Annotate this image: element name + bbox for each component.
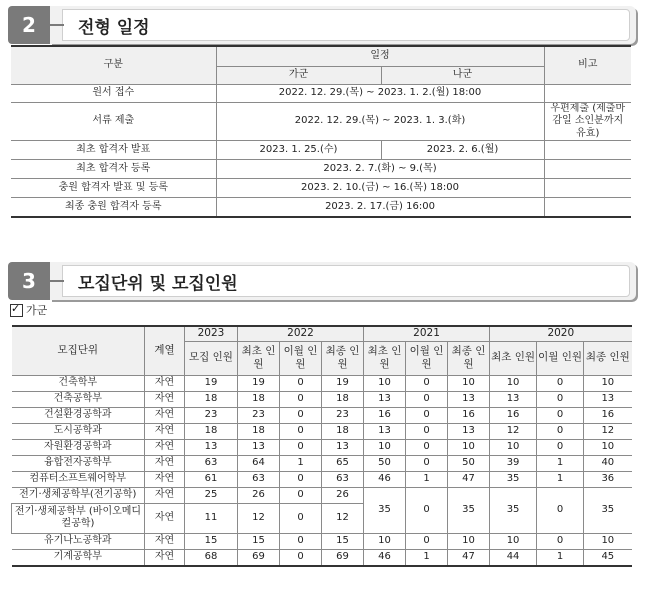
value-cell: 0 xyxy=(537,533,584,549)
row-label: 최초 합격자 등록 xyxy=(11,160,216,179)
row-note xyxy=(544,198,631,217)
value-cell: 15 xyxy=(322,533,364,549)
value-cell: 13 xyxy=(322,439,364,455)
track-cell: 자연 xyxy=(145,533,185,549)
col-initial: 최초 인원 xyxy=(490,341,537,375)
value-cell: 0 xyxy=(280,423,322,439)
track-cell: 자연 xyxy=(145,407,185,423)
unit-cell: 융합전자공학부 xyxy=(12,455,145,471)
value-cell: 23 xyxy=(185,407,238,423)
value-cell: 18 xyxy=(238,391,280,407)
value-cell: 26 xyxy=(322,487,364,503)
value-cell: 0 xyxy=(537,439,584,455)
value-cell: 10 xyxy=(364,375,406,391)
header-connector xyxy=(50,280,64,282)
table-row xyxy=(12,487,632,503)
checkbox-icon xyxy=(10,304,23,317)
unit-cell: 유기나노공학과 xyxy=(12,533,145,549)
track-cell: 자연 xyxy=(145,549,185,566)
row-note xyxy=(544,179,631,198)
row-note xyxy=(544,141,631,160)
value-cell: 46 xyxy=(364,471,406,487)
unit-cell: 자원환경공학과 xyxy=(12,439,145,455)
value-cell: 0 xyxy=(280,407,322,423)
col-final: 최종 인원 xyxy=(584,341,632,375)
row-label: 최초 합격자 발표 xyxy=(11,141,216,160)
schedule-date: 2023. 2. 10.(금) ~ 16.(목) 18:00 xyxy=(216,179,544,198)
section-header-schedule xyxy=(8,6,636,44)
value-cell: 1 xyxy=(280,455,322,471)
value-cell: 44 xyxy=(490,549,537,566)
table-row xyxy=(12,533,632,549)
value-cell: 1 xyxy=(406,549,448,566)
track-cell: 자연 xyxy=(145,455,185,471)
value-cell: 12 xyxy=(490,423,537,439)
value-cell: 1 xyxy=(537,471,584,487)
value-cell: 0 xyxy=(280,391,322,407)
value-cell: 0 xyxy=(537,391,584,407)
col-initial: 최초 인원 xyxy=(238,341,280,375)
col-final: 최종 인원 xyxy=(448,341,490,375)
section-number: 2 xyxy=(8,6,50,44)
value-cell: 0 xyxy=(406,487,448,533)
row-label: 최종 충원 합격자 등록 xyxy=(11,198,216,217)
schedule-date: 2022. 12. 29.(목) ~ 2023. 1. 3.(화) xyxy=(216,102,544,141)
value-cell: 12 xyxy=(584,423,632,439)
section-number: 3 xyxy=(8,262,50,300)
col-schedule: 일정 xyxy=(216,46,544,66)
value-cell: 35 xyxy=(490,487,537,533)
track-cell: 자연 xyxy=(145,423,185,439)
row-label: 원서 접수 xyxy=(11,84,216,102)
value-cell: 16 xyxy=(364,407,406,423)
value-cell: 0 xyxy=(537,487,584,533)
track-cell: 자연 xyxy=(145,375,185,391)
value-cell: 15 xyxy=(238,533,280,549)
value-cell: 13 xyxy=(185,439,238,455)
value-cell: 19 xyxy=(322,375,364,391)
value-cell: 0 xyxy=(280,503,322,533)
value-cell: 10 xyxy=(364,439,406,455)
table-row xyxy=(11,84,631,102)
value-cell: 35 xyxy=(364,487,406,533)
value-cell: 16 xyxy=(448,407,490,423)
section-header-recruitment xyxy=(8,262,636,300)
section-title: 전형 일정 xyxy=(78,17,150,38)
value-cell: 26 xyxy=(238,487,280,503)
table-row xyxy=(11,179,631,198)
value-cell: 0 xyxy=(406,375,448,391)
value-cell: 46 xyxy=(364,549,406,566)
value-cell: 63 xyxy=(185,455,238,471)
value-cell: 10 xyxy=(584,439,632,455)
value-cell: 69 xyxy=(238,549,280,566)
value-cell: 0 xyxy=(406,423,448,439)
value-cell: 16 xyxy=(584,407,632,423)
value-cell: 1 xyxy=(537,455,584,471)
col-final: 최종 인원 xyxy=(322,341,364,375)
col-2020: 2020 xyxy=(490,326,632,341)
value-cell: 40 xyxy=(584,455,632,471)
value-cell: 39 xyxy=(490,455,537,471)
value-cell: 10 xyxy=(448,439,490,455)
value-cell: 13 xyxy=(448,391,490,407)
value-cell: 18 xyxy=(322,391,364,407)
schedule-date: 2023. 2. 7.(화) ~ 9.(목) xyxy=(216,160,544,179)
value-cell: 10 xyxy=(490,533,537,549)
value-cell: 0 xyxy=(537,423,584,439)
value-cell: 23 xyxy=(322,407,364,423)
schedule-table xyxy=(11,45,631,218)
value-cell: 13 xyxy=(490,391,537,407)
col-unit: 모집단위 xyxy=(12,326,145,375)
unit-cell: 전기·생체공학부(전기공학) xyxy=(12,487,145,503)
table-row xyxy=(12,439,632,455)
unit-cell: 컴퓨터소프트웨어학부 xyxy=(12,471,145,487)
value-cell: 35 xyxy=(490,471,537,487)
unit-cell: 도시공학과 xyxy=(12,423,145,439)
value-cell: 47 xyxy=(448,549,490,566)
value-cell: 36 xyxy=(584,471,632,487)
table-row xyxy=(12,375,632,391)
value-cell: 0 xyxy=(406,407,448,423)
value-cell: 1 xyxy=(406,471,448,487)
value-cell: 25 xyxy=(185,487,238,503)
col-2023: 2023 xyxy=(185,326,238,341)
value-cell: 0 xyxy=(280,533,322,549)
col-recruit: 모집 인원 xyxy=(185,341,238,375)
schedule-date: 2023. 2. 17.(금) 16:00 xyxy=(216,198,544,217)
value-cell: 18 xyxy=(185,423,238,439)
unit-cell: 건축공학부 xyxy=(12,391,145,407)
value-cell: 19 xyxy=(238,375,280,391)
value-cell: 12 xyxy=(238,503,280,533)
value-cell: 0 xyxy=(280,375,322,391)
header-connector xyxy=(50,24,64,26)
value-cell: 13 xyxy=(364,391,406,407)
col-group-ga: 가군 xyxy=(216,66,381,84)
value-cell: 68 xyxy=(185,549,238,566)
value-cell: 0 xyxy=(280,487,322,503)
value-cell: 50 xyxy=(364,455,406,471)
schedule-date: 2022. 12. 29.(목) ~ 2023. 1. 2.(월) 18:00 xyxy=(216,84,544,102)
table-row xyxy=(11,102,631,141)
row-note xyxy=(544,160,631,179)
value-cell: 18 xyxy=(322,423,364,439)
col-carry: 이월 인원 xyxy=(280,341,322,375)
value-cell: 0 xyxy=(406,455,448,471)
value-cell: 50 xyxy=(448,455,490,471)
value-cell: 0 xyxy=(280,549,322,566)
value-cell: 16 xyxy=(490,407,537,423)
value-cell: 11 xyxy=(185,503,238,533)
schedule-date-ga: 2023. 1. 25.(수) xyxy=(216,141,381,160)
value-cell: 15 xyxy=(185,533,238,549)
value-cell: 0 xyxy=(406,533,448,549)
value-cell: 10 xyxy=(584,375,632,391)
row-note: 우편제출 (제출마감일 소인분까지 유효) xyxy=(544,102,631,141)
check-label: 가군 xyxy=(26,304,48,317)
table-row xyxy=(12,423,632,439)
table-row xyxy=(12,391,632,407)
value-cell: 10 xyxy=(448,375,490,391)
table-row xyxy=(12,407,632,423)
track-cell: 자연 xyxy=(145,471,185,487)
table-row xyxy=(11,198,631,217)
recruitment-table xyxy=(11,325,632,567)
value-cell: 19 xyxy=(185,375,238,391)
value-cell: 69 xyxy=(322,549,364,566)
value-cell: 65 xyxy=(322,455,364,471)
value-cell: 63 xyxy=(238,471,280,487)
value-cell: 10 xyxy=(364,533,406,549)
value-cell: 35 xyxy=(448,487,490,533)
value-cell: 0 xyxy=(406,439,448,455)
row-label: 충원 합격자 발표 및 등록 xyxy=(11,179,216,198)
value-cell: 10 xyxy=(448,533,490,549)
col-category: 구분 xyxy=(11,46,216,84)
value-cell: 12 xyxy=(322,503,364,533)
value-cell: 23 xyxy=(238,407,280,423)
col-carry: 이월 인원 xyxy=(537,341,584,375)
value-cell: 35 xyxy=(584,487,632,533)
col-group-na: 나군 xyxy=(381,66,544,84)
table-row xyxy=(11,141,631,160)
track-cell: 자연 xyxy=(145,503,185,533)
value-cell: 0 xyxy=(537,375,584,391)
col-2022: 2022 xyxy=(238,326,364,341)
value-cell: 10 xyxy=(490,375,537,391)
table-row xyxy=(11,160,631,179)
value-cell: 13 xyxy=(584,391,632,407)
row-label: 서류 제출 xyxy=(11,102,216,141)
table-row xyxy=(12,471,632,487)
value-cell: 10 xyxy=(490,439,537,455)
col-initial: 최초 인원 xyxy=(364,341,406,375)
value-cell: 13 xyxy=(448,423,490,439)
value-cell: 0 xyxy=(280,471,322,487)
group-ga-check xyxy=(10,302,47,318)
value-cell: 0 xyxy=(537,407,584,423)
unit-cell: 건설환경공학과 xyxy=(12,407,145,423)
col-track: 계열 xyxy=(145,326,185,375)
value-cell: 63 xyxy=(322,471,364,487)
track-cell: 자연 xyxy=(145,487,185,503)
table-row xyxy=(12,549,632,566)
value-cell: 0 xyxy=(406,391,448,407)
section-title: 모집단위 및 모집인원 xyxy=(78,273,238,294)
row-note xyxy=(544,84,631,102)
unit-cell: 전기·생체공학부 (바이오메디컬공학) xyxy=(12,503,145,533)
value-cell: 47 xyxy=(448,471,490,487)
track-cell: 자연 xyxy=(145,391,185,407)
col-2021: 2021 xyxy=(364,326,490,341)
track-cell: 자연 xyxy=(145,439,185,455)
value-cell: 18 xyxy=(185,391,238,407)
value-cell: 0 xyxy=(280,439,322,455)
unit-cell: 기계공학부 xyxy=(12,549,145,566)
value-cell: 1 xyxy=(537,549,584,566)
unit-cell: 건축학부 xyxy=(12,375,145,391)
value-cell: 13 xyxy=(364,423,406,439)
value-cell: 18 xyxy=(238,423,280,439)
col-carry: 이월 인원 xyxy=(406,341,448,375)
col-note: 비고 xyxy=(544,46,631,84)
table-row xyxy=(12,455,632,471)
value-cell: 61 xyxy=(185,471,238,487)
value-cell: 45 xyxy=(584,549,632,566)
value-cell: 10 xyxy=(584,533,632,549)
value-cell: 64 xyxy=(238,455,280,471)
value-cell: 13 xyxy=(238,439,280,455)
schedule-date-na: 2023. 2. 6.(월) xyxy=(381,141,544,160)
